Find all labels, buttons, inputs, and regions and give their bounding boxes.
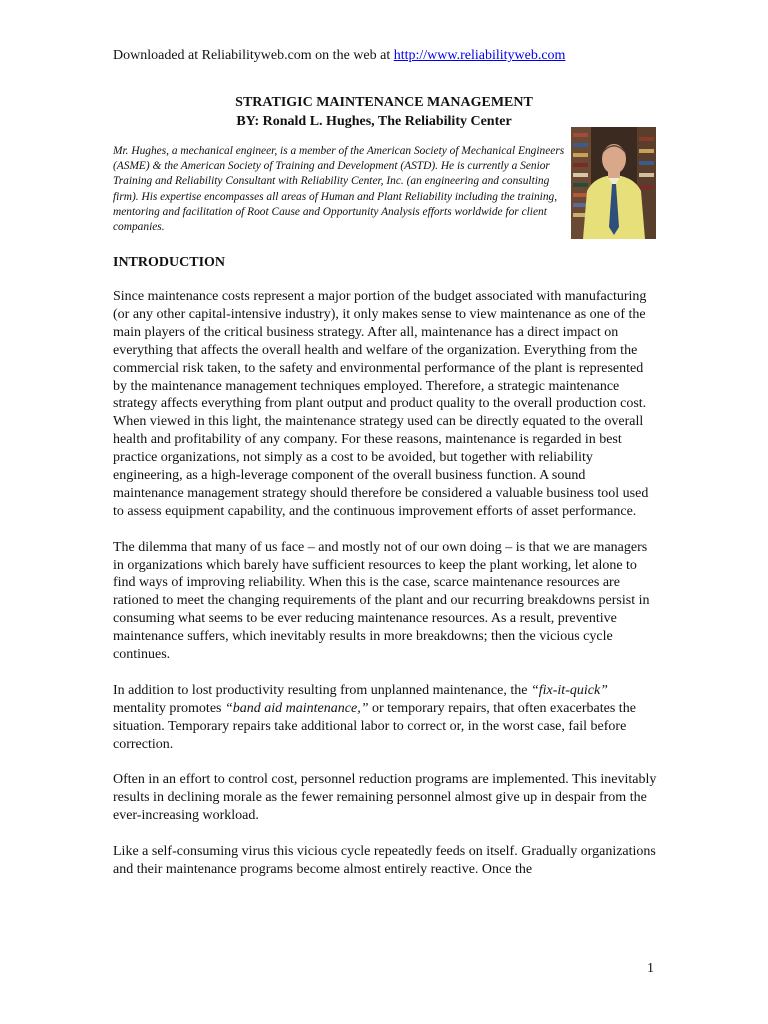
author-line: BY: Ronald L. Hughes, The Reliability Center <box>236 114 512 129</box>
paragraph: Since maintenance costs represent a major portion of the budget associated with manufacturing (or any other capital-intensive industry), it only makes sense to view maintenance as one of the main players of the critical business strategy. After all, maintenance has a direct impact on everything that affects the overall health and welfare of the organization. Everything from the commercial risk taken, to the safety and environmental performance of the plant is represented by the maintenance management techniques employed. Therefore, a strategic maintenance strategy affects everything from plant output and product quality to the overall production cost. When viewed in this light, the maintenance strategy used can be directly equated to the overall health and profitability of any company. For these reasons, maintenance is regarded in best practice organizations, not simply as a cost to be avoided, but together with reliability engineering, as a high-leverage component of the overall business function. A sound maintenance management strategy should therefore be considered a valuable business tool used to assess equipment capability, and the continuous improvement efforts of asset performance. <box>113 289 649 519</box>
emphasis-text: “fix-it-quick” <box>530 682 608 698</box>
paragraph-text: mentality promotes <box>113 700 225 716</box>
section-heading-introduction: INTRODUCTION <box>113 255 226 270</box>
reliabilityweb-link[interactable]: http://www.reliabilityweb.com <box>393 48 566 63</box>
page-number: 1 <box>647 961 654 976</box>
emphasis-text: “band aid maintenance,” <box>224 700 369 716</box>
paragraph-text: or temporary repairs, that often exacerbates the situation. Temporary repairs take additional labor to correct or, in the worst case, fail before correction. <box>113 700 636 752</box>
author-bio: Mr. Hughes, a mechanical engineer, is a member of the American Society of Mechanical Engineers (ASME) & the American Society of Training and Development (ASTD). He is currently a Senior Training and Reliability Consultant with Reliability Center, Inc. (an engineering and consulting firm). His expertise encompasses all areas of Human and Plant Reliability including the training, mentoring and facilitation of Root Cause and Opportunity Analysis efforts worldwide for client companies. <box>113 145 565 234</box>
title-line: STRATIGIC MAINTENANCE MANAGEMENT <box>235 95 533 110</box>
paragraph: Like a self-consuming virus this vicious cycle repeatedly feeds on itself. Gradually organizations and their maintenance programs become almost entirely reactive. Once the <box>113 844 656 877</box>
author-photo <box>571 127 656 239</box>
paragraph-text: In addition to lost productivity resulting from unplanned maintenance, the <box>113 682 531 698</box>
download-header <box>113 47 673 65</box>
paragraph: Often in an effort to control cost, personnel reduction programs are implemented. This inevitably results in declining morale as the fewer remaining personnel almost give up in despair from the ever-increasing workload. <box>113 772 657 824</box>
download-header-text: Downloaded at Reliabilityweb.com on the web at <box>113 48 394 63</box>
paragraph: The dilemma that many of us face – and mostly not of our own doing – is that we are managers in organizations which barely have sufficient resources to keep the plant working, let alone to find ways of improving reliability. When this is the case, scarce maintenance resources are rationed to meet the changing requirements of the plant and our recurring breakdowns persist in consuming what seems to be ever reducing maintenance resources. As a result, preventive maintenance suffers, which inevitably results in more breakdowns; then the vicious cycle continues. <box>113 539 650 663</box>
document-title <box>0 93 768 131</box>
author-portrait-illustration <box>571 127 656 239</box>
paragraph <box>113 682 658 754</box>
article-body <box>113 288 658 897</box>
